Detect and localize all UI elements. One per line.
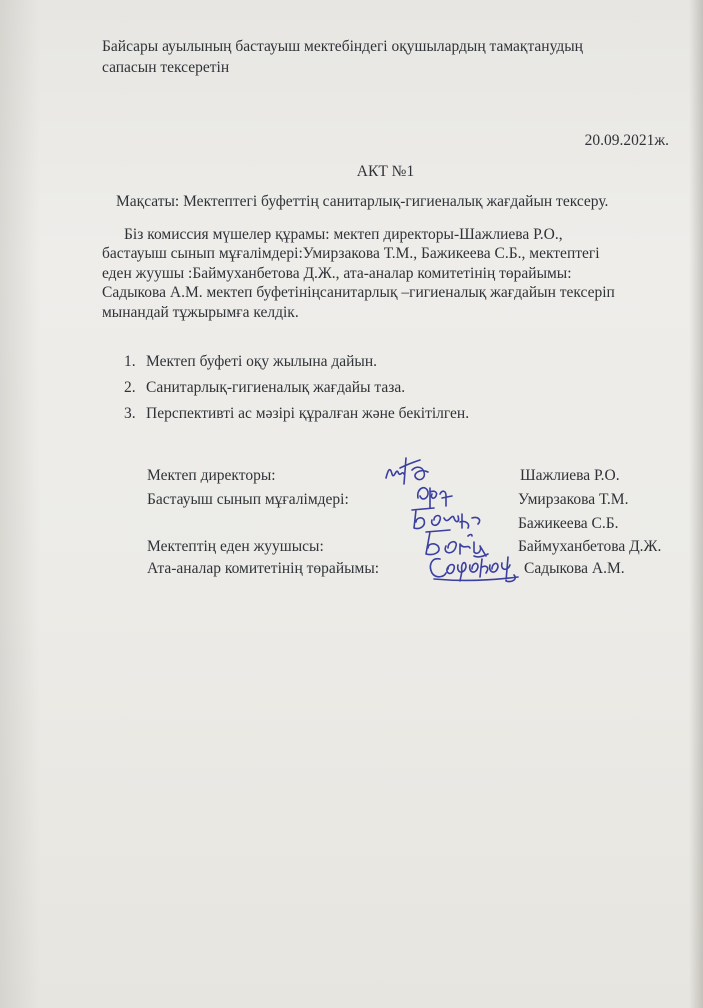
paragraph-line: Біз комиссия мүшелер құрамы: мектеп директоры-Шажлиева Р.О., xyxy=(124,226,563,243)
header-line-1: Байсары ауылының бастауыш мектебіндегі оқушылардың тамақтанудың xyxy=(102,38,583,55)
page-shadow-left xyxy=(0,0,40,1008)
list-text: Санитарлық-гигиеналық жағдайы таза. xyxy=(146,379,406,396)
signatory-role: Бастауыш сынып мұғалімдері: xyxy=(147,491,349,508)
list-number: 2. xyxy=(124,379,136,396)
page-shadow-right xyxy=(689,0,703,1008)
document-header xyxy=(102,36,662,78)
signatory-role: Ата-аналар комитетінің төрайымы: xyxy=(147,560,380,577)
list-text: Мектеп буфеті оқу жылына дайын. xyxy=(146,353,378,370)
signatory-name: Бажикеева С.Б. xyxy=(518,515,619,532)
paragraph-line: Садыкова А.М. мектеп буфетініңсанитарлық –гигиеналық жағдайын тексеріп xyxy=(102,284,615,302)
list-item xyxy=(124,349,469,375)
list-item xyxy=(124,401,469,427)
commission-paragraph xyxy=(102,225,682,322)
paragraph-line: еден жуушы :Баймуханбетова Д.Ж., ата-аналар комитетінің төрайымы: xyxy=(102,264,572,282)
act-title: АКТ №1 xyxy=(356,163,415,180)
list-item xyxy=(124,375,469,401)
parent-committee-signature xyxy=(426,551,526,587)
findings-list xyxy=(124,349,469,427)
signatory-name: Садыкова А.М. xyxy=(524,560,625,577)
paragraph-line: мынандай тұжырымға келдік. xyxy=(102,303,299,321)
signatory-name: Шажлиева Р.О. xyxy=(520,467,620,484)
paragraph-line: бастауыш сынып мұғалімдері:Умирзакова Т.М., Бажикеева С.Б., мектептегі xyxy=(102,245,600,263)
document-date: 20.09.2021ж. xyxy=(584,132,669,149)
header-line-2: сапасын тексеретін xyxy=(102,59,230,76)
signatory-role: Мектептің еден жуушысы: xyxy=(147,538,324,555)
signatory-name: Баймуханбетова Д.Ж. xyxy=(518,538,662,555)
purpose-line: Мақсаты: Мектептегі буфеттің санитарлық-гигиеналық жағдайын тексеру. xyxy=(116,193,609,210)
signatory-name: Умирзакова Т.М. xyxy=(518,491,629,508)
list-text: Перспективті ас мәзірі құралған және бекітілген. xyxy=(146,405,470,422)
signatory-role: Мектеп директоры: xyxy=(147,467,276,484)
list-number: 3. xyxy=(124,405,136,422)
list-number: 1. xyxy=(124,353,136,370)
